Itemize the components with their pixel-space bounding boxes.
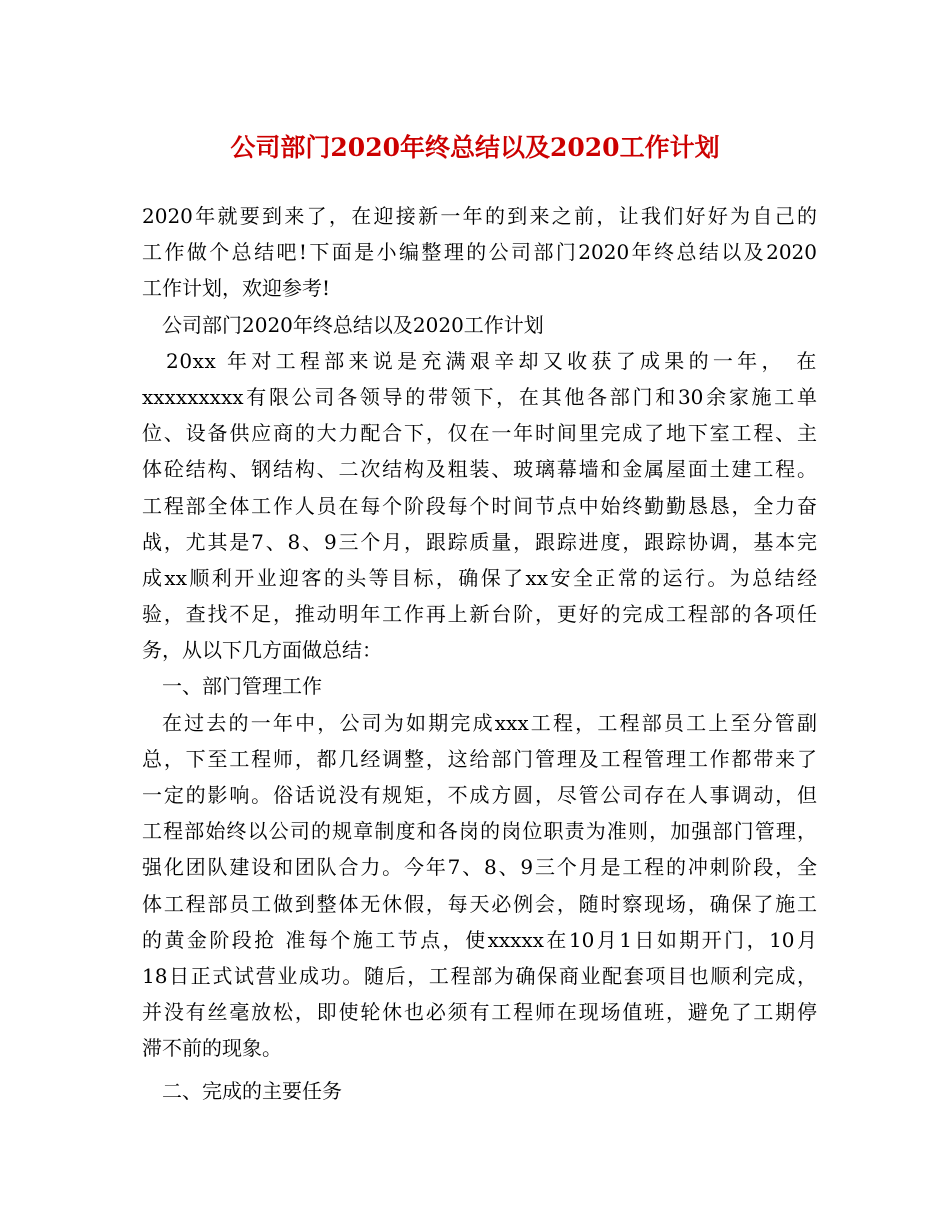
paragraph-line: 18日正式试营业成功。随后，工程部为确保商业配套项目也顺利完成， [142, 963, 817, 988]
paragraph-line: xxxxxxxxx有限公司各领导的带领下，在其他各部门和30余家施工单 [142, 384, 817, 409]
paragraph-line: 20xx 年对工程部来说是充满艰辛却又收获了成果的一年， 在 [166, 348, 817, 373]
paragraph-line: 工程部全体工作人员在每个阶段每个时间节点中始终勤勤恳恳，全力奋 [142, 493, 817, 518]
paragraph-line: 位、设备供应商的大力配合下，仅在一年时间里完成了地下室工程、主 [142, 421, 817, 446]
document-body [142, 198, 817, 1109]
paragraph-line: 的黄金阶段抢 准每个施工节点，使xxxxx在10月1日如期开门，10月 [142, 927, 817, 952]
paragraph-line: 强化团队建设和团队合力。今年7、8、9三个月是工程的冲刺阶段，全 [142, 855, 817, 880]
paragraph-line: 务，从以下几方面做总结： [142, 638, 382, 663]
paragraph-line: 验，查找不足，推动明年工作再上新台阶，更好的完成工程部的各项任 [142, 602, 817, 627]
subtitle-line: 公司部门2020年终总结以及2020工作计划 [162, 312, 544, 337]
paragraph-line: 在过去的一年中，公司为如期完成xxx工程，工程部员工上至分管副 [162, 710, 817, 735]
paragraph-line: 体砼结构、钢结构、二次结构及粗装、玻璃幕墙和金属屋面土建工程。 [142, 457, 817, 482]
paragraph-line: 成xx顺利开业迎客的头等目标，确保了xx安全正常的运行。为总结经 [142, 565, 817, 590]
paragraph-line: 总，下至工程师，都几经调整，这给部门管理及工程管理工作都带来了 [142, 746, 817, 771]
paragraph-line: 体工程部员工做到整体无休假，每天必例会，随时察现场，确保了施工 [142, 891, 817, 916]
paragraph-line: 一定的影响。俗话说没有规矩，不成方圆，尽管公司存在人事调动，但 [142, 783, 817, 807]
paragraph-line: 工程部始终以公司的规章制度和各岗的岗位职责为准则，加强部门管理， [142, 819, 817, 844]
paragraph-line: 并没有丝毫放松，即使轮休也必须有工程师在现场值班，避免了工期停 [142, 1000, 817, 1025]
section-heading: 二、完成的主要任务 [162, 1078, 342, 1103]
document-title: 公司部门2020年终总结以及2020工作计划 [230, 133, 720, 162]
section-heading: 一、部门管理工作 [162, 674, 322, 699]
paragraph-line: 滞不前的现象。 [142, 1036, 282, 1061]
paragraph-line: 2020年就要到来了，在迎接新一年的到来之前，让我们好好为自己的 [142, 204, 817, 228]
paragraph-line: 战，尤其是7、8、9三个月，跟踪质量，跟踪进度，跟踪协调，基本完 [142, 529, 817, 554]
paragraph-line: 工作做个总结吧!下面是小编整理的公司部门2020年终总结以及2020 [142, 240, 817, 265]
paragraph-line: 工作计划，欢迎参考! [142, 276, 331, 301]
